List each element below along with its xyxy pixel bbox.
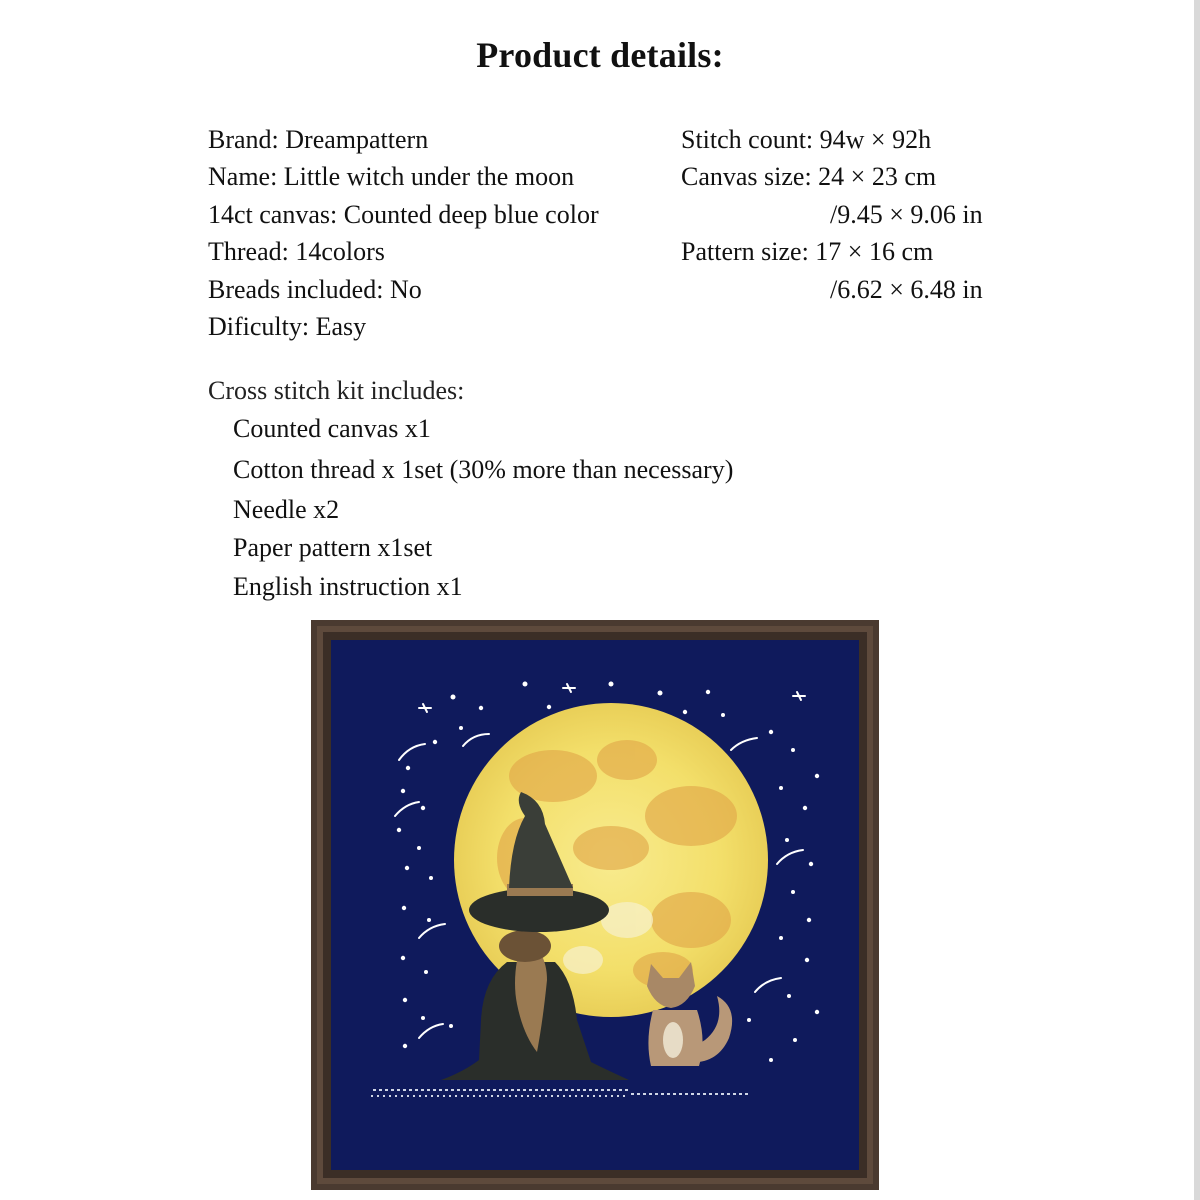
kit-item: Counted canvas x1 bbox=[233, 414, 431, 443]
difficulty-line: Dificulty: Easy bbox=[208, 312, 367, 342]
kit-includes-section bbox=[208, 372, 733, 606]
canvas-size-inches-line: /9.45 × 9.06 in bbox=[830, 199, 983, 229]
product-image bbox=[311, 620, 879, 1190]
canvas-line: 14ct canvas: Counted deep blue color bbox=[208, 199, 599, 229]
kit-item: Cotton thread x 1set (30% more than necessary) bbox=[233, 454, 734, 484]
cross-stitch-illustration bbox=[311, 620, 879, 1190]
kit-items-list bbox=[208, 410, 733, 606]
name-line: Name: Little witch under the moon bbox=[208, 162, 575, 192]
kit-item: Paper pattern x1set bbox=[233, 533, 433, 562]
thread-line: Thread: 14colors bbox=[208, 237, 385, 267]
details-right-column bbox=[681, 121, 983, 308]
pattern-size-inches-line: /6.62 × 6.48 in bbox=[830, 274, 983, 304]
kit-item: Needle x2 bbox=[233, 494, 340, 524]
beads-line: Breads included: No bbox=[208, 274, 422, 304]
brand-line: Brand: Dreampattern bbox=[208, 125, 429, 154]
kit-item: English instruction x1 bbox=[233, 571, 463, 601]
canvas-size-line: Canvas size: 24 × 23 cm bbox=[681, 162, 937, 192]
pattern-size-line: Pattern size: 17 × 16 cm bbox=[681, 237, 934, 267]
details-left-column bbox=[208, 121, 599, 345]
page-title: Product details: bbox=[476, 35, 724, 75]
kit-heading: Cross stitch kit includes: bbox=[208, 376, 465, 405]
stitch-count-line: Stitch count: 94w × 92h bbox=[681, 125, 932, 154]
page-right-edge bbox=[1194, 0, 1200, 1200]
